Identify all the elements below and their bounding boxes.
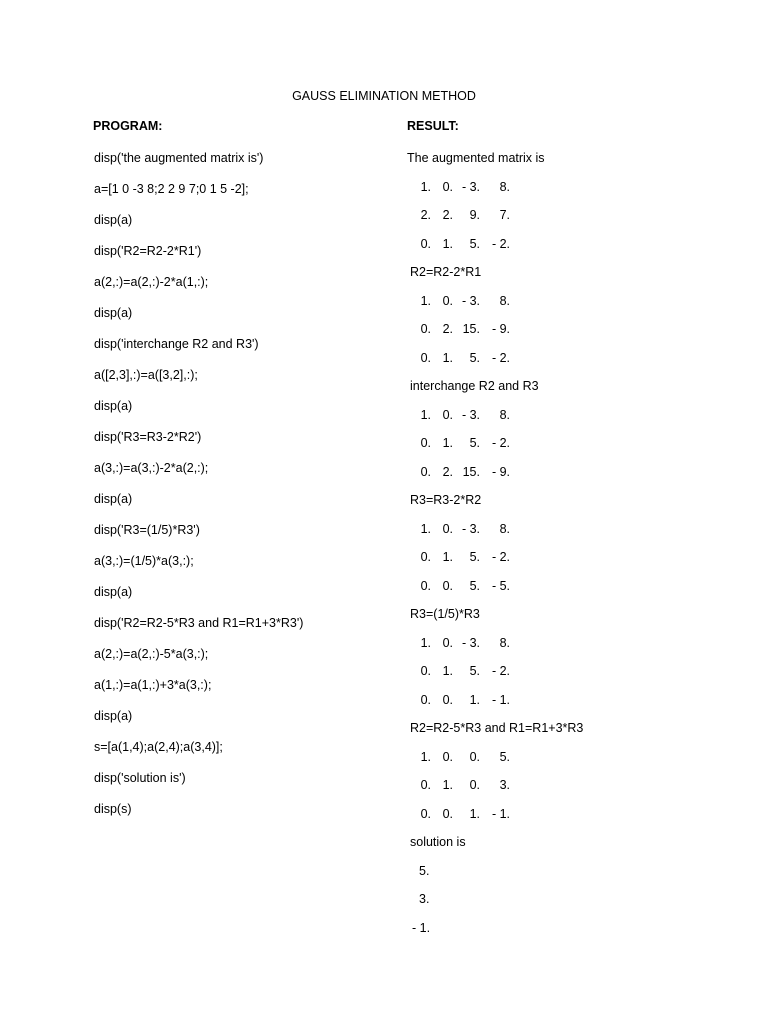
matrix-cell: 0. bbox=[420, 578, 431, 593]
program-heading: PROGRAM: bbox=[93, 119, 163, 133]
code-line: disp('interchange R2 and R3') bbox=[94, 337, 259, 351]
matrix-row bbox=[407, 208, 583, 237]
matrix-cell: 1. bbox=[442, 550, 453, 564]
matrix-cell: 8. bbox=[499, 407, 510, 422]
matrix-cell: 0. bbox=[442, 692, 453, 707]
matrix-cell: 1. bbox=[420, 749, 431, 764]
matrix-cell: - 2. bbox=[491, 436, 510, 450]
solution-value: 5. bbox=[419, 863, 430, 878]
code-line: disp(a) bbox=[94, 492, 133, 506]
matrix-cell: 9. bbox=[469, 208, 480, 222]
result-caption: R3=R3-2*R2 bbox=[410, 493, 482, 507]
code-line: disp('the augmented matrix is') bbox=[94, 151, 264, 165]
matrix-cell: 0. bbox=[420, 778, 431, 792]
result-caption: R3=(1/5)*R3 bbox=[410, 607, 480, 621]
code-line: a(3,:)=(1/5)*a(3,:); bbox=[94, 554, 194, 568]
matrix-cell: 0. bbox=[420, 436, 431, 450]
matrix-cell: 0. bbox=[420, 236, 431, 251]
matrix-cell: 8. bbox=[499, 521, 510, 536]
matrix-row bbox=[407, 807, 583, 836]
code-line: disp(a) bbox=[94, 306, 133, 320]
result-output bbox=[407, 151, 583, 949]
program-code-listing bbox=[94, 151, 303, 833]
matrix-cell: 2. bbox=[442, 322, 453, 336]
matrix-cell: 0. bbox=[420, 692, 431, 707]
code-line: a([2,3],:)=a([3,2],:); bbox=[94, 368, 198, 382]
matrix-cell: - 1. bbox=[491, 692, 510, 707]
code-line: disp(s) bbox=[94, 802, 132, 816]
page-title: GAUSS ELIMINATION METHOD bbox=[292, 89, 476, 103]
matrix-cell: 1. bbox=[420, 407, 431, 422]
code-line: a(2,:)=a(2,:)-2*a(1,:); bbox=[94, 275, 209, 289]
matrix-cell: 5. bbox=[469, 550, 480, 564]
matrix-cell: 0. bbox=[420, 322, 431, 336]
matrix-row bbox=[407, 522, 583, 551]
matrix-cell: 8. bbox=[499, 293, 510, 308]
matrix-cell: 1. bbox=[420, 635, 431, 650]
matrix-cell: 1. bbox=[442, 436, 453, 450]
matrix-cell: 1. bbox=[420, 521, 431, 536]
matrix-row bbox=[407, 579, 583, 608]
matrix-cell: 1. bbox=[420, 179, 431, 194]
matrix-row bbox=[407, 322, 583, 351]
matrix-cell: 0. bbox=[469, 749, 480, 764]
solution-value: - 1. bbox=[412, 920, 431, 935]
matrix-cell: 5. bbox=[499, 749, 510, 764]
matrix-row bbox=[407, 465, 583, 494]
result-caption: The augmented matrix is bbox=[407, 151, 545, 165]
matrix-cell: - 3. bbox=[461, 179, 480, 194]
matrix-cell: - 3. bbox=[461, 635, 480, 650]
matrix-row bbox=[407, 636, 583, 665]
matrix-cell: - 5. bbox=[491, 578, 510, 593]
code-line: disp('R2=R2-2*R1') bbox=[94, 244, 202, 258]
matrix-row bbox=[407, 550, 583, 579]
result-caption: R2=R2-2*R1 bbox=[410, 265, 482, 279]
matrix-cell: 8. bbox=[499, 635, 510, 650]
matrix-cell: 0. bbox=[420, 806, 431, 821]
matrix-cell: 1. bbox=[469, 806, 480, 821]
matrix-cell: - 3. bbox=[461, 521, 480, 536]
matrix-cell: 0. bbox=[442, 806, 453, 821]
matrix-cell: 7. bbox=[499, 208, 510, 222]
code-line: disp(a) bbox=[94, 709, 133, 723]
matrix-cell: 5. bbox=[469, 578, 480, 593]
matrix-cell: 2. bbox=[420, 208, 431, 222]
code-line: a(1,:)=a(1,:)+3*a(3,:); bbox=[94, 678, 212, 692]
matrix-cell: - 2. bbox=[491, 550, 510, 564]
code-line: s=[a(1,4);a(2,4);a(3,4)]; bbox=[94, 740, 223, 754]
matrix-cell: 0. bbox=[442, 293, 453, 308]
matrix-cell: 1. bbox=[420, 293, 431, 308]
matrix-cell: - 9. bbox=[491, 464, 510, 479]
code-line: a=[1 0 -3 8;2 2 9 7;0 1 5 -2]; bbox=[94, 182, 249, 196]
code-line: disp(a) bbox=[94, 585, 133, 599]
code-line: disp(a) bbox=[94, 213, 133, 227]
matrix-row bbox=[407, 180, 583, 209]
matrix-row bbox=[407, 750, 583, 779]
matrix-row bbox=[407, 408, 583, 437]
matrix-cell: 0. bbox=[469, 778, 480, 792]
matrix-cell: 0. bbox=[442, 179, 453, 194]
code-line: disp('R3=R3-2*R2') bbox=[94, 430, 202, 444]
matrix-cell: 5. bbox=[469, 350, 480, 365]
matrix-row bbox=[407, 436, 583, 465]
matrix-cell: 0. bbox=[442, 749, 453, 764]
matrix-cell: 0. bbox=[420, 664, 431, 678]
matrix-cell: 5. bbox=[469, 436, 480, 450]
code-line: disp('R3=(1/5)*R3') bbox=[94, 523, 200, 537]
matrix-cell: 15. bbox=[462, 464, 480, 479]
matrix-cell: - 3. bbox=[461, 293, 480, 308]
code-line: a(2,:)=a(2,:)-5*a(3,:); bbox=[94, 647, 209, 661]
matrix-cell: 1. bbox=[442, 350, 453, 365]
matrix-cell: 8. bbox=[499, 179, 510, 194]
matrix-cell: 15. bbox=[462, 322, 480, 336]
matrix-cell: 0. bbox=[420, 550, 431, 564]
solution-value: 3. bbox=[419, 892, 430, 906]
code-line: disp('R2=R2-5*R3 and R1=R1+3*R3') bbox=[94, 616, 304, 630]
matrix-cell: 1. bbox=[442, 236, 453, 251]
matrix-row bbox=[407, 351, 583, 380]
matrix-cell: - 3. bbox=[461, 407, 480, 422]
matrix-cell: 1. bbox=[442, 778, 453, 792]
matrix-cell: 0. bbox=[442, 578, 453, 593]
matrix-row bbox=[407, 693, 583, 722]
matrix-cell: 0. bbox=[442, 521, 453, 536]
matrix-cell: 2. bbox=[442, 464, 453, 479]
matrix-cell: 5. bbox=[469, 664, 480, 678]
matrix-cell: 1. bbox=[442, 664, 453, 678]
matrix-cell: 1. bbox=[469, 692, 480, 707]
matrix-cell: 3. bbox=[499, 778, 510, 792]
code-line: disp(a) bbox=[94, 399, 133, 413]
result-heading: RESULT: bbox=[407, 119, 459, 133]
matrix-row bbox=[407, 664, 583, 693]
matrix-row bbox=[407, 778, 583, 807]
result-caption: interchange R2 and R3 bbox=[410, 379, 539, 393]
matrix-cell: - 2. bbox=[491, 350, 510, 365]
matrix-cell: 5. bbox=[469, 236, 480, 251]
matrix-cell: - 9. bbox=[491, 322, 510, 336]
matrix-cell: 0. bbox=[420, 464, 431, 479]
matrix-cell: - 2. bbox=[491, 664, 510, 678]
code-line: disp('solution is') bbox=[94, 771, 186, 785]
matrix-cell: 0. bbox=[442, 635, 453, 650]
matrix-cell: - 1. bbox=[491, 806, 510, 821]
matrix-cell: 0. bbox=[442, 407, 453, 422]
result-caption: R2=R2-5*R3 and R1=R1+3*R3 bbox=[410, 721, 584, 735]
matrix-row bbox=[407, 237, 583, 266]
matrix-cell: 2. bbox=[442, 208, 453, 222]
matrix-cell: - 2. bbox=[491, 236, 510, 251]
code-line: a(3,:)=a(3,:)-2*a(2,:); bbox=[94, 461, 209, 475]
matrix-row bbox=[407, 294, 583, 323]
matrix-cell: 0. bbox=[420, 350, 431, 365]
solution-caption: solution is bbox=[410, 835, 466, 849]
